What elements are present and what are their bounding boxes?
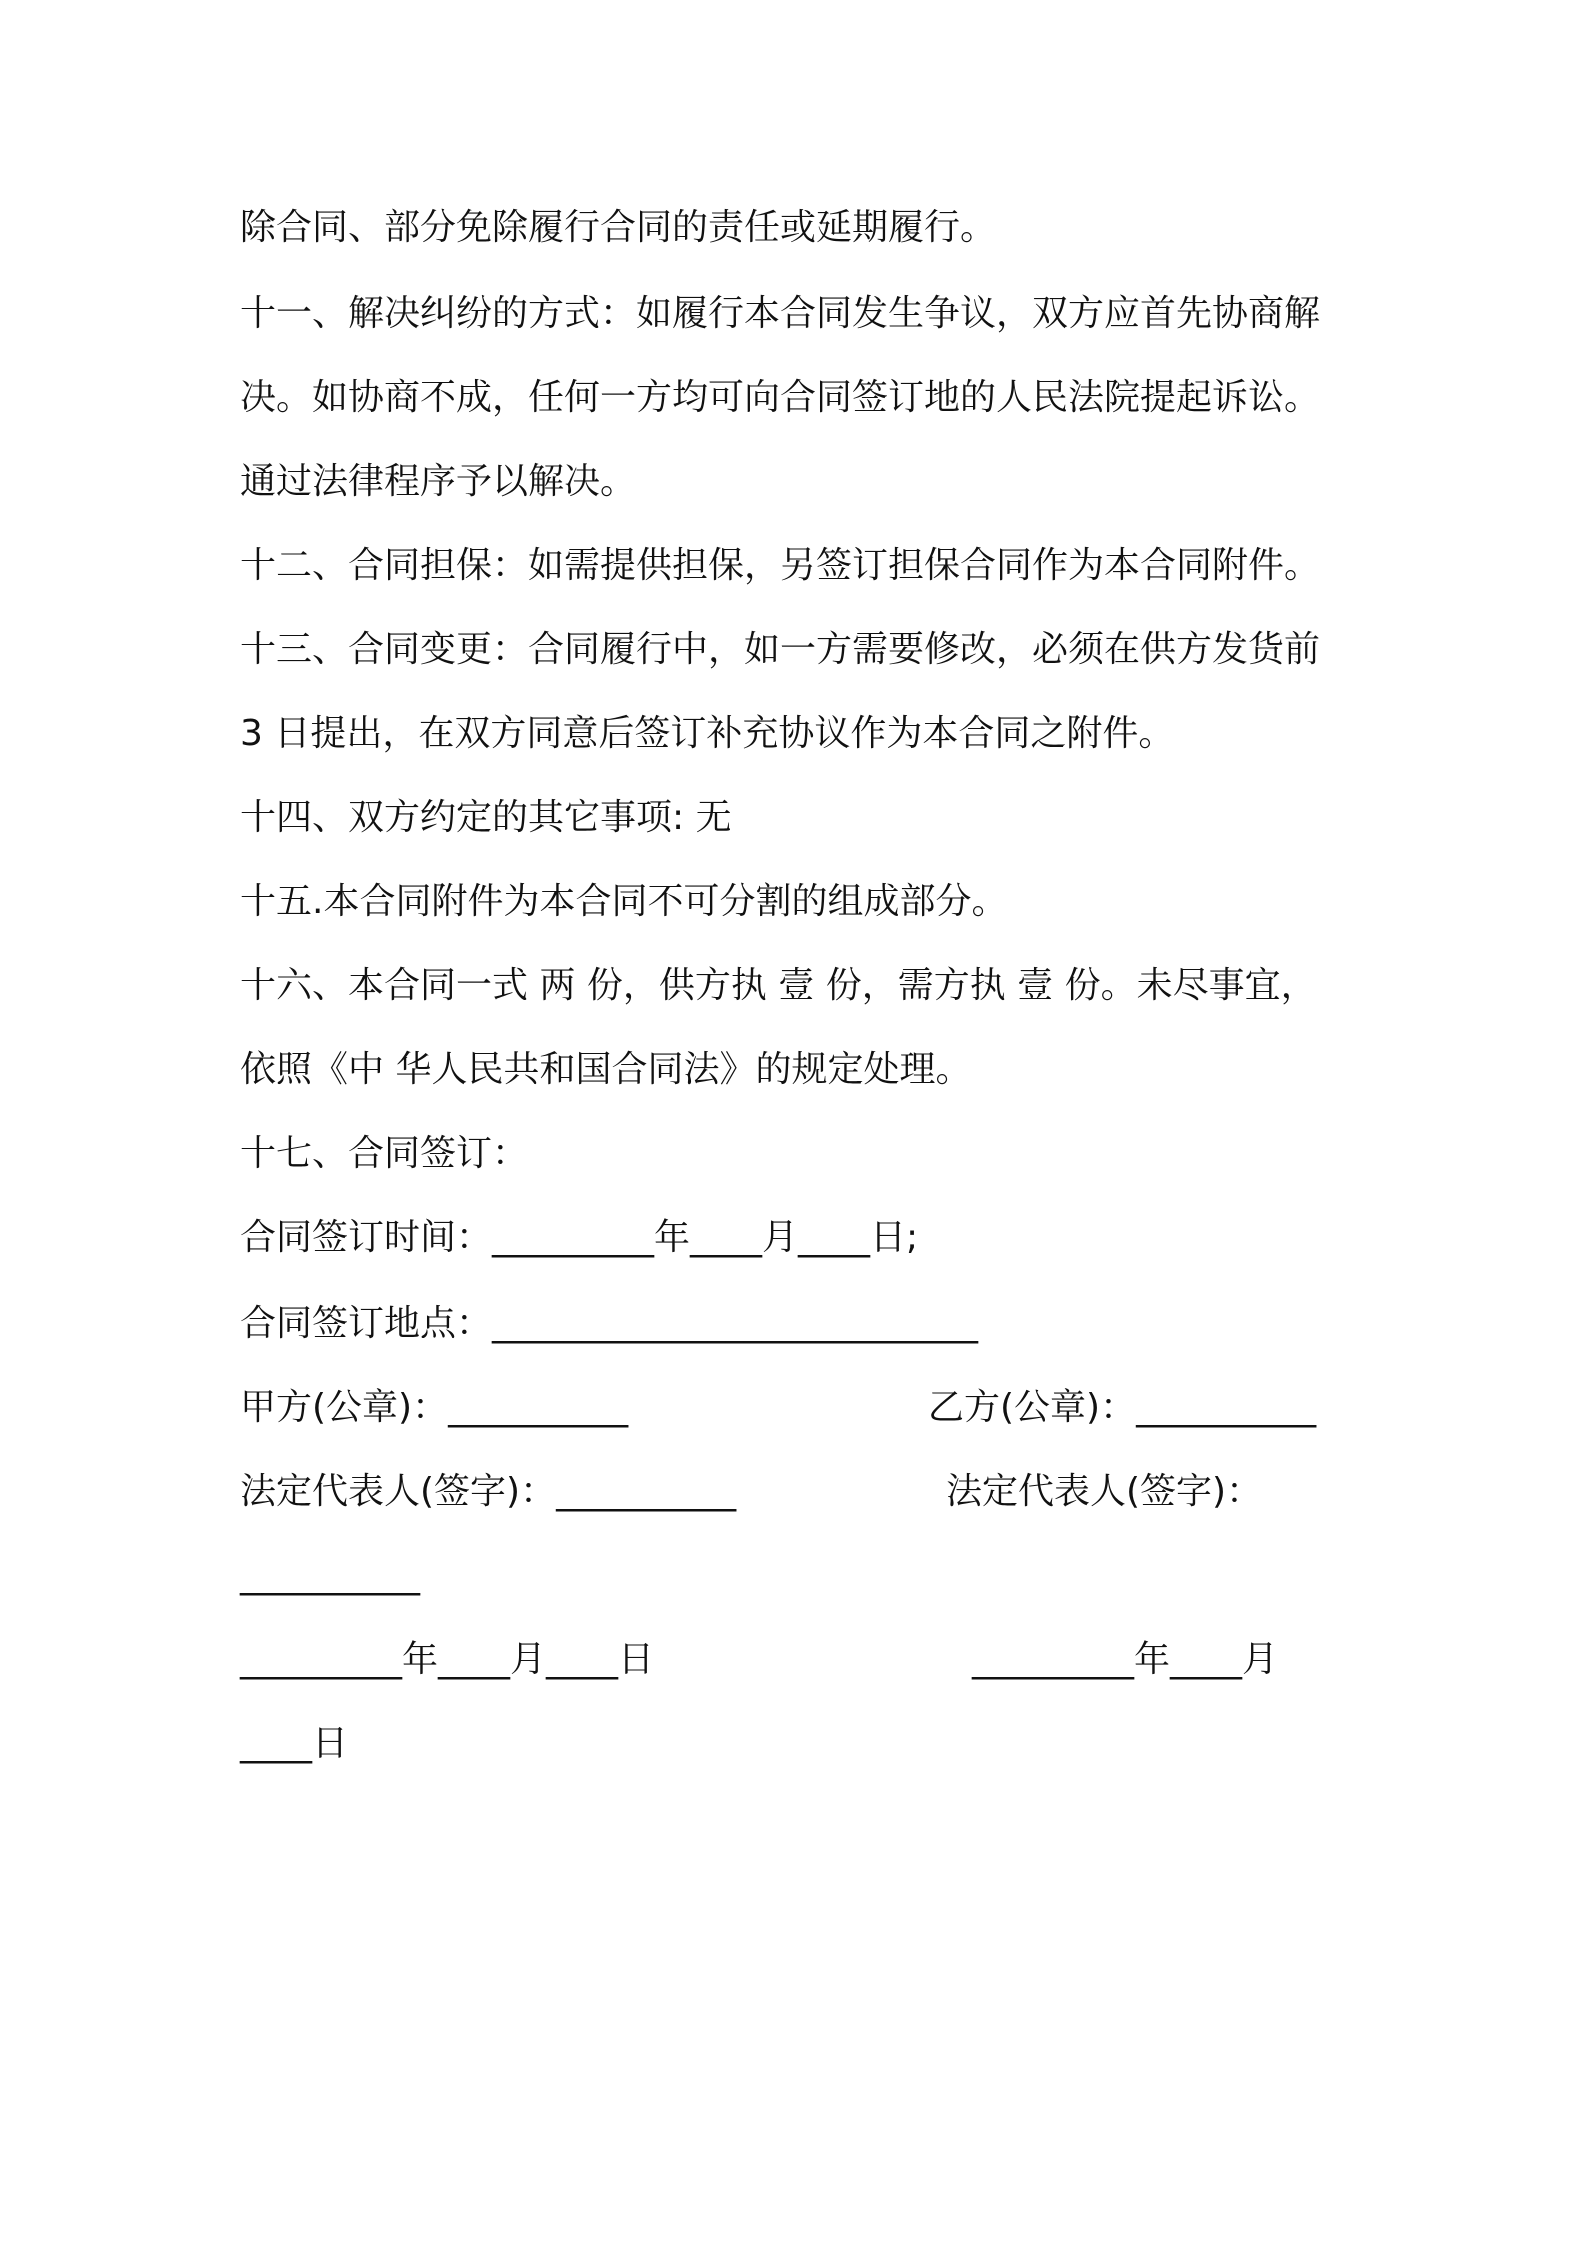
text-line-9: 十五.本合同附件为本合同不可分割的组成部分。 [240,881,1008,922]
text-line-4: 通过法律程序予以解决。 [240,461,637,502]
text-line-10: 十六、本合同一式 两 份，供方执 壹 份，需方执 壹 份。未尽事宜， [240,965,1317,1006]
signing-time-field: 合同签订时间：_________年____月____日; [240,1217,919,1258]
text-line-3: 决。如协商不成，任何一方均可向合同签订地的人民法院提起诉讼。 [240,377,1321,418]
text-line-1: 除合同、部分免除履行合同的责任或延期履行。 [240,207,997,248]
text-line-2: 十一、解决纠纷的方式：如履行本合同发生争议，双方应首先协商解 [240,293,1321,334]
text-line-8: 十四、双方约定的其它事项: 无 [240,797,732,838]
party-a-date-field: _________年____月____日 [240,1639,654,1680]
party-a-seal-field: 甲方(公章)：__________ [240,1387,629,1428]
text-line-11: 依照《中 华人民共和国合同法》的规定处理。 [240,1049,972,1090]
text-line-6: 十三、合同变更：合同履行中，如一方需要修改，必须在供方发货前 [240,629,1321,670]
party-b-seal-field: 乙方(公章)：__________ [928,1387,1317,1428]
party-b-representative-label: 法定代表人(签字)： [946,1471,1263,1512]
party-a-representative-field: 法定代表人(签字)：__________ [240,1471,737,1512]
text-line-7: 3 日提出，在双方同意后签订补充协议作为本合同之附件。 [240,713,1175,754]
signing-place-field: 合同签订地点：___________________________ [240,1303,979,1344]
party-b-date-day: ____日 [240,1723,349,1764]
party-b-representative-blank: __________ [240,1555,420,1596]
text-line-5: 十二、合同担保：如需提供担保，另签订担保合同作为本合同附件。 [240,545,1321,586]
party-b-date-field: _________年____月 [972,1639,1278,1680]
section-heading-signing: 十七、合同签订： [240,1133,529,1174]
